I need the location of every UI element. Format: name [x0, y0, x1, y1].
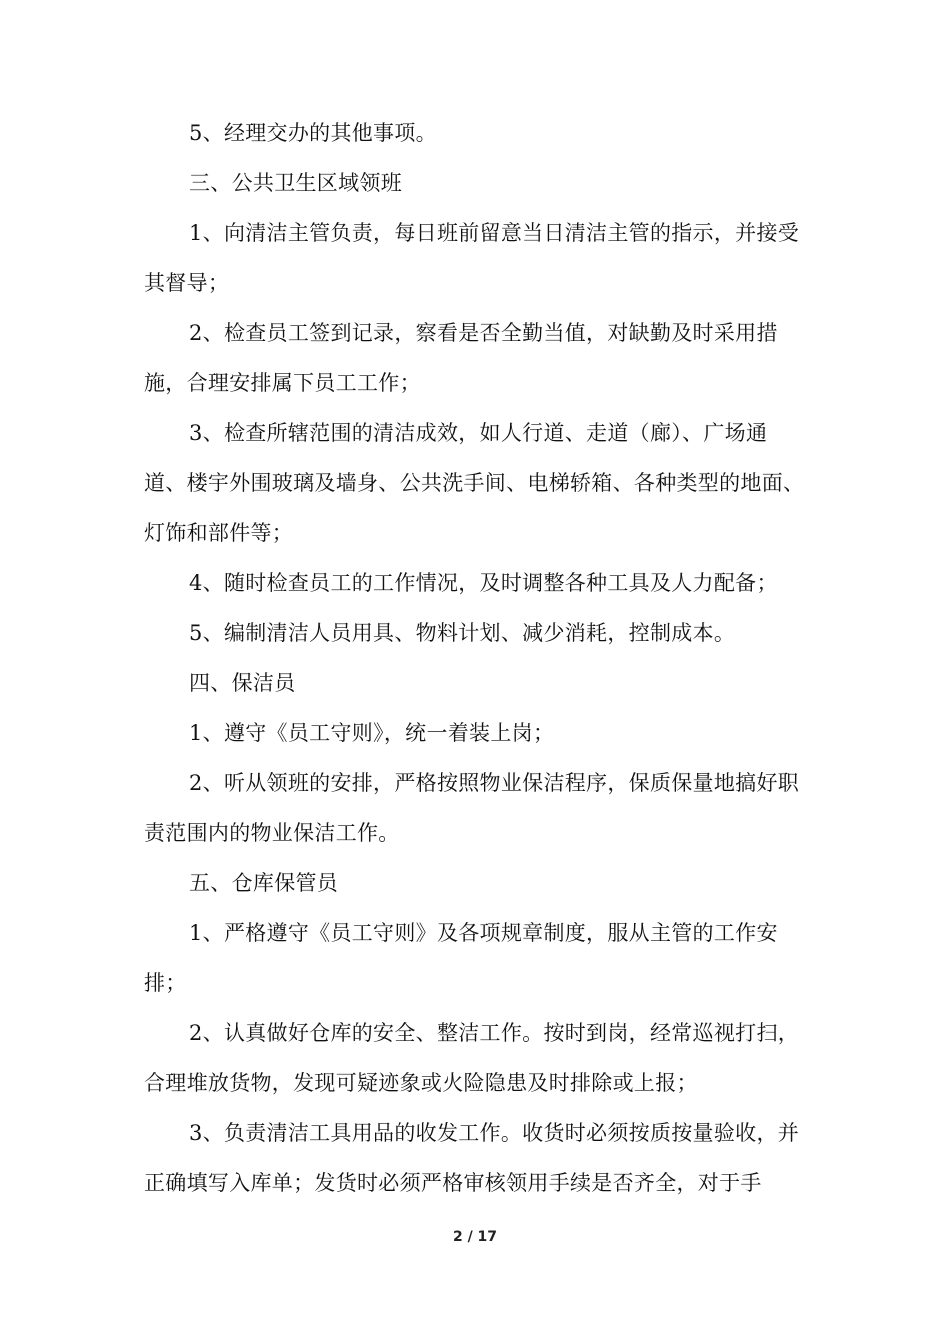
- page-number: 2 / 17: [452, 1229, 498, 1245]
- paragraph-4: 2、检查员工签到记录，察看是否全勤当值，对缺勤及时采用措施，合理安排属下员工工作；: [144, 321, 778, 395]
- section-heading-5: 五、仓库保管员: [189, 871, 339, 895]
- document-body: [144, 108, 808, 1208]
- paragraph-10: 2、听从领班的安排，严格按照物业保洁程序，保质保量地搞好职责范围内的物业保洁工作。: [144, 771, 800, 845]
- paragraph-13: 2、认真做好仓库的安全、整洁工作。按时到岗，经常巡视打扫，合理堆放货物，发现可疑迹象或火险隐患及时排除或上报；: [144, 1021, 800, 1095]
- paragraph-1: 5、经理交办的其他事项。: [189, 121, 437, 145]
- paragraph-7: 5、编制清洁人员用具、物料计划、减少消耗，控制成本。: [189, 621, 736, 645]
- section-heading-4: 四、保洁员: [189, 671, 296, 695]
- paragraph-12: 1、严格遵守《员工守则》及各项规章制度，服从主管的工作安排；: [144, 921, 778, 995]
- paragraph-5: 3、检查所辖范围的清洁成效，如人行道、走道（廊）、广场通道、楼宇外围玻璃及墙身、公共洗手间、电梯轿箱、各种类型的地面、灯饰和部件等；: [144, 421, 805, 545]
- paragraph-6: 4、随时检查员工的工作情况，及时调整各种工具及人力配备；: [189, 571, 778, 595]
- paragraph-14: 3、负责清洁工具用品的收发工作。收货时必须按质按量验收，并正确填写入库单；发货时必须严格审核领用手续是否齐全，对于手: [144, 1121, 800, 1195]
- section-heading-3: 三、公共卫生区域领班: [189, 171, 402, 195]
- paragraph-3: 1、向清洁主管负责，每日班前留意当日清洁主管的指示，并接受其督导；: [144, 221, 800, 295]
- paragraph-9: 1、遵守《员工守则》，统一着装上岗；: [189, 721, 555, 745]
